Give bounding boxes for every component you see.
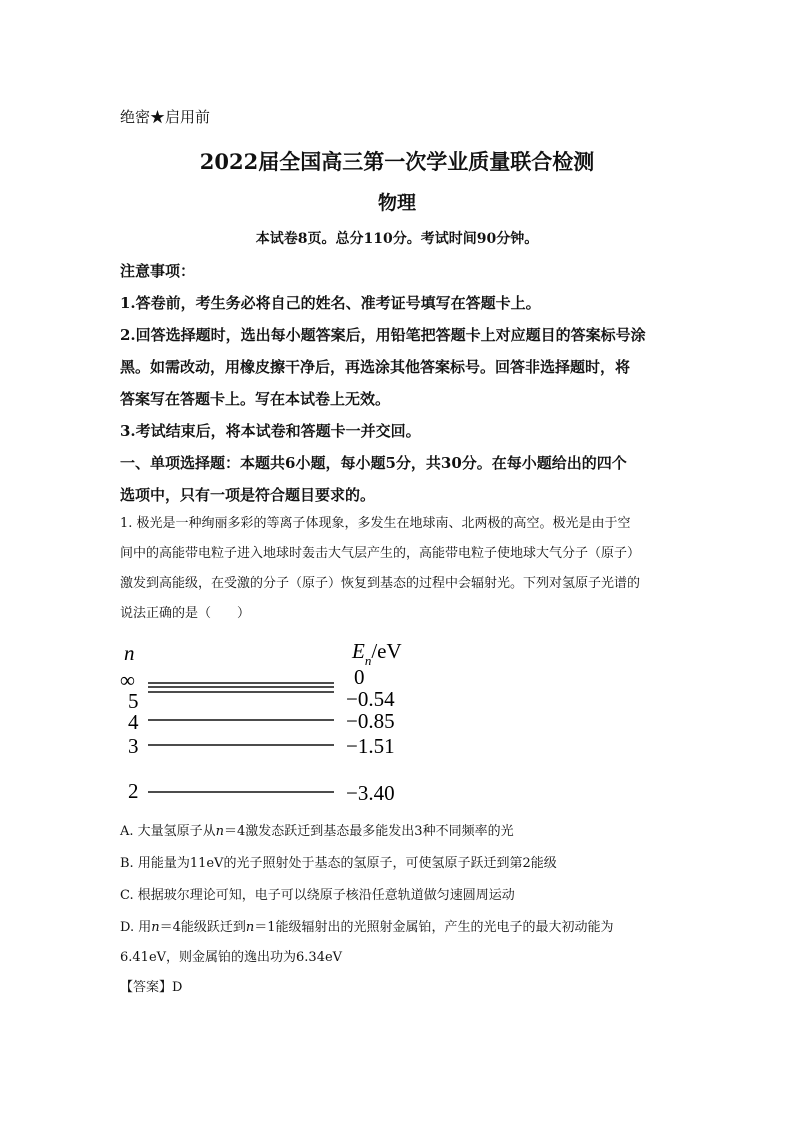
section-1-heading-line-2: 选项中，只有一项是符合题目要求的。 — [120, 486, 376, 504]
option-d-line-1 — [120, 916, 614, 935]
question-1-stem-line-3: 激发到高能级，在受激的分子（原子）恢复到基态的过程中会辐射光。下列对氢原子光谱的 — [120, 576, 641, 591]
secret-mark: 绝密★启用前 — [120, 108, 211, 126]
notice-item-2-line-1: 2.回答选择题时，选出每小题答案后，用铅笔把答题卡上对应题目的答案标号涂 — [120, 326, 646, 344]
option-a-prefix: A. 大量氢原子从 — [120, 824, 216, 839]
exam-title: 2022届全国高三第一次学业质量联合检测 — [199, 149, 595, 174]
level-e-5: −0.54 — [346, 687, 395, 711]
notice-item-1: 1.答卷前，考生务必将自己的姓名、准考证号填写在答题卡上。 — [120, 294, 541, 312]
option-d-prefix: D. 用 — [120, 920, 152, 935]
option-d-variable-1: n — [151, 920, 160, 935]
notice-item-2-line-2: 黑。如需改动，用橡皮擦干净后，再选涂其他答案标号。回答非选择题时，将 — [120, 358, 631, 376]
option-b: B. 用能量为11eV的光子照射处于基态的氢原子，可使氢原子跃迁到第2能级 — [120, 856, 557, 871]
level-e-2: −3.40 — [346, 781, 395, 805]
level-n-5: 5 — [128, 689, 139, 713]
notice-item-2-line-3: 答案写在答题卡上。写在本试卷上无效。 — [120, 390, 391, 408]
level-e-infinity: 0 — [354, 665, 365, 689]
n-axis-label: n — [124, 641, 135, 665]
option-c: C. 根据玻尔理论可知，电子可以绕原子核沿任意轨道做匀速圆周运动 — [120, 888, 515, 903]
answer-label: 【答案】D — [120, 980, 183, 995]
option-a — [120, 820, 514, 839]
option-d-middle-2: ＝1能级辐射出的光照射金属铂，产生的光电子的最大初动能为 — [254, 920, 614, 935]
level-n-infinity: ∞ — [120, 668, 135, 692]
level-n-3: 3 — [128, 734, 139, 758]
section-1-heading-line-1: 一、单项选择题：本题共6小题，每小题5分，共30分。在每小题给出的四个 — [120, 454, 627, 472]
question-1-stem-line-4: 说法正确的是（ ） — [120, 606, 251, 621]
energy-label-subscript: n — [364, 653, 372, 668]
option-a-suffix: ＝4激发态跃迁到基态最多能发出3种不同频率的光 — [224, 824, 514, 839]
subject-title: 物理 — [377, 192, 416, 214]
notice-heading: 注意事项： — [120, 262, 196, 280]
option-a-variable: n — [215, 824, 225, 839]
energy-level-diagram — [120, 636, 420, 806]
level-n-2: 2 — [128, 779, 139, 803]
option-d-variable-2: n — [245, 920, 255, 935]
energy-label-unit: /eV — [371, 639, 402, 663]
level-n-4: 4 — [128, 710, 139, 734]
option-d-line-2: 6.41eV，则金属铂的逸出功为6.34eV — [120, 950, 343, 965]
energy-axis-label — [351, 639, 402, 668]
question-1-stem-line-2: 间中的高能带电粒子进入地球时轰击大气层产生的，高能带电粒子使地球大气分子（原子） — [120, 546, 641, 561]
level-e-3: −1.51 — [346, 734, 395, 758]
option-d-middle-1: ＝4能级跃迁到 — [159, 920, 246, 935]
level-e-4: −0.85 — [346, 709, 395, 733]
exam-info: 本试卷8页。总分110分。考试时间90分钟。 — [255, 231, 539, 247]
notice-item-3: 3.考试结束后，将本试卷和答题卡一并交回。 — [120, 422, 421, 440]
energy-label-main: E — [352, 639, 365, 663]
question-1-stem-line-1: 1. 极光是一种绚丽多彩的等离子体现象，多发生在地球南、北两极的高空。极光是由于空 — [120, 516, 631, 531]
